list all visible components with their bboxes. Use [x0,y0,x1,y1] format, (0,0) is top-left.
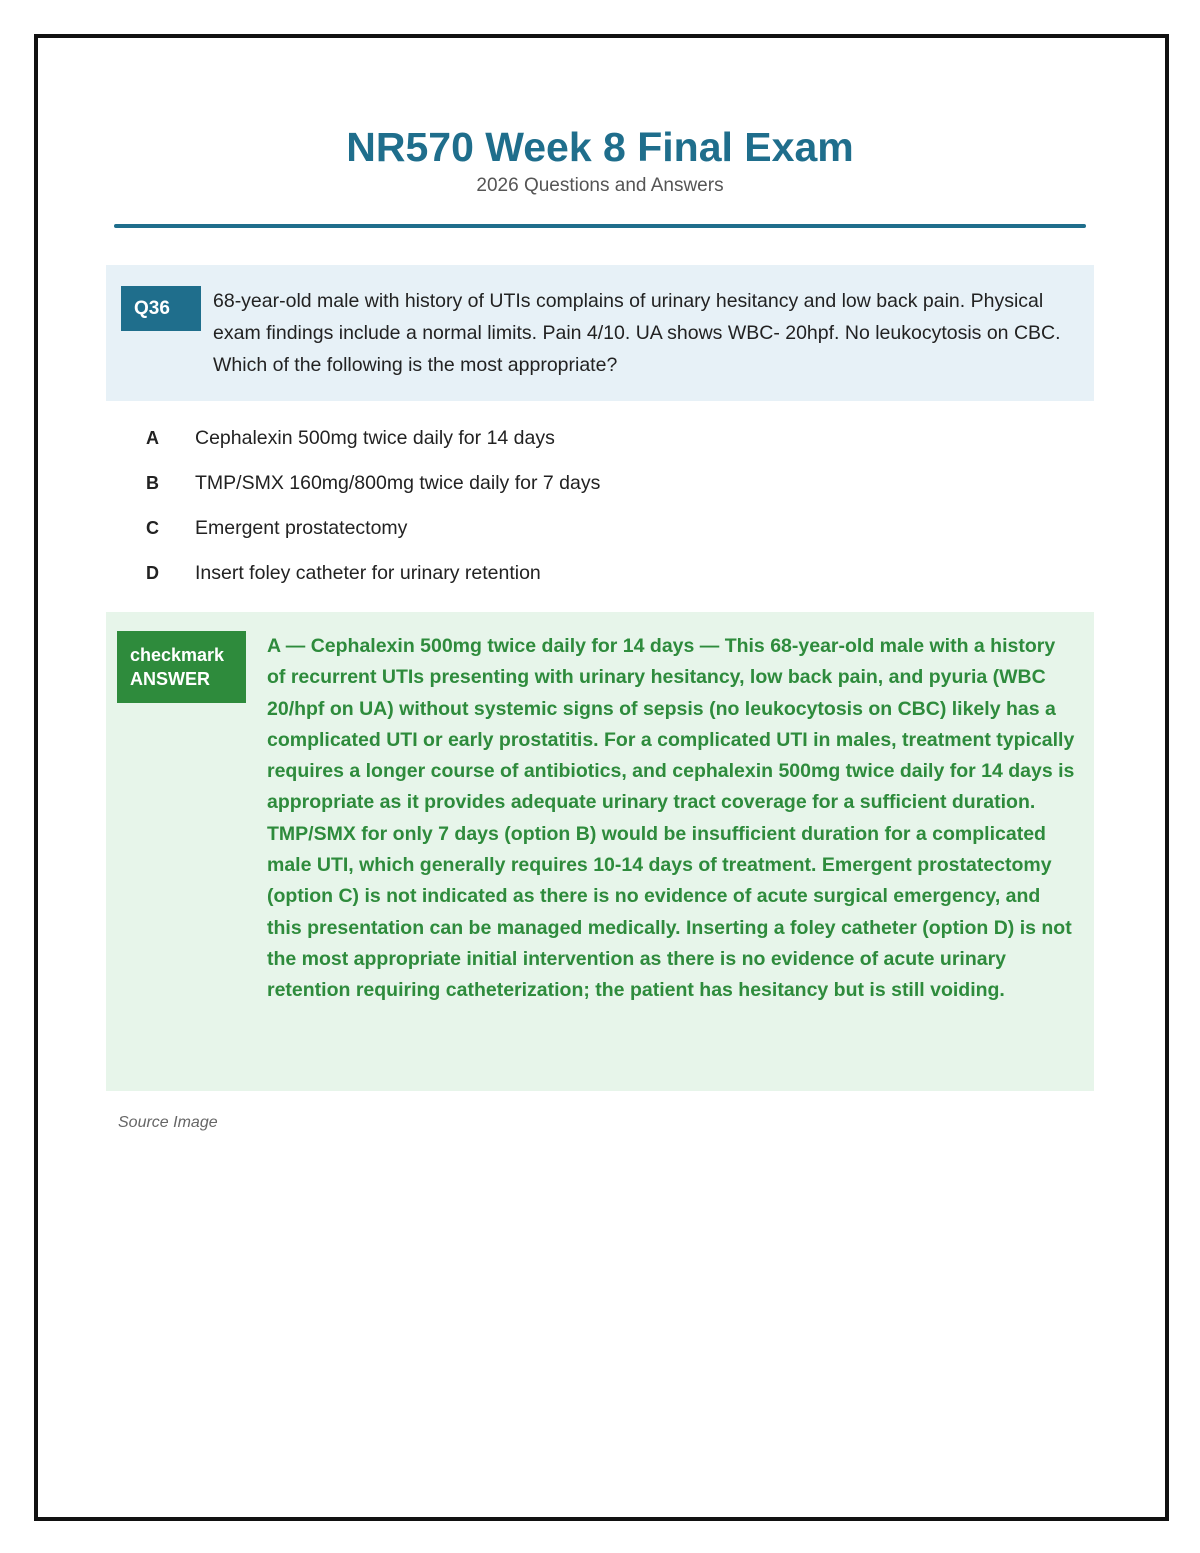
option-letter: C [146,518,159,538]
option-text: Cephalexin 500mg twice daily for 14 days [195,427,555,449]
header-divider [114,224,1086,228]
answer-badge-line2: ANSWER [130,669,210,689]
answer-explanation: A — Cephalexin 500mg twice daily for 14 days — This 68-year-old male with a history of recurrent UTIs presenting with urinary hesitancy, low back pain, and pyuria (WBC 20/hpf on UA) without systemic signs of sepsis (no leukocytosis on CBC) likely has a complicated UTI or early prostatitis. For a complicated UTI in males, treatment typically requires a longer course of antibiotics, and cephalexin 500mg twice daily for 14 days is appropriate as it provides adequate urinary tract coverage for a sufficient duration. TMP/SMX for only 7 days (option B) would be insufficient duration for a complicated male UTI, which generally requires 10-14 days of treatment. Emergent prostatectomy (option C) is not indicated as there is no evidence of acute surgical emergency, and this presentation can be managed medically. Inserting a foley catheter (option D) is not the most appropriate initial intervention as there is no evidence of acute urinary retention requiring catheterization; the patient has hesitancy but is still voiding. [267,635,1075,1002]
answer-options-list [146,423,1046,603]
option-text: TMP/SMX 160mg/800mg twice daily for 7 days [195,472,601,494]
page-title: NR570 Week 8 Final Exam [346,124,854,170]
page-subtitle: 2026 Questions and Answers [476,175,724,196]
option-text: Insert foley catheter for urinary retention [195,562,541,584]
option-a [146,423,1046,468]
option-text: Emergent prostatectomy [195,517,408,539]
answer-badge-line1: checkmark [130,645,225,665]
question-box [106,265,1094,401]
source-image-label: Source Image [118,1114,218,1131]
document-header [0,122,1200,198]
answer-badge [117,631,246,703]
option-b [146,468,1046,513]
answer-box [106,612,1094,1091]
option-d [146,558,1046,603]
option-letter: A [146,428,159,448]
question-text: 68-year-old male with history of UTIs complains of urinary hesitancy and low back pain. Physical exam findings include a normal limits. Pain 4/10. UA shows WBC- 20hpf. No leukocytosis on CBC. Which of the following is the most appropriate? [213,290,1061,376]
option-c [146,513,1046,558]
option-letter: B [146,473,159,493]
option-letter: D [146,563,159,583]
question-number-badge: Q36 [121,286,201,331]
